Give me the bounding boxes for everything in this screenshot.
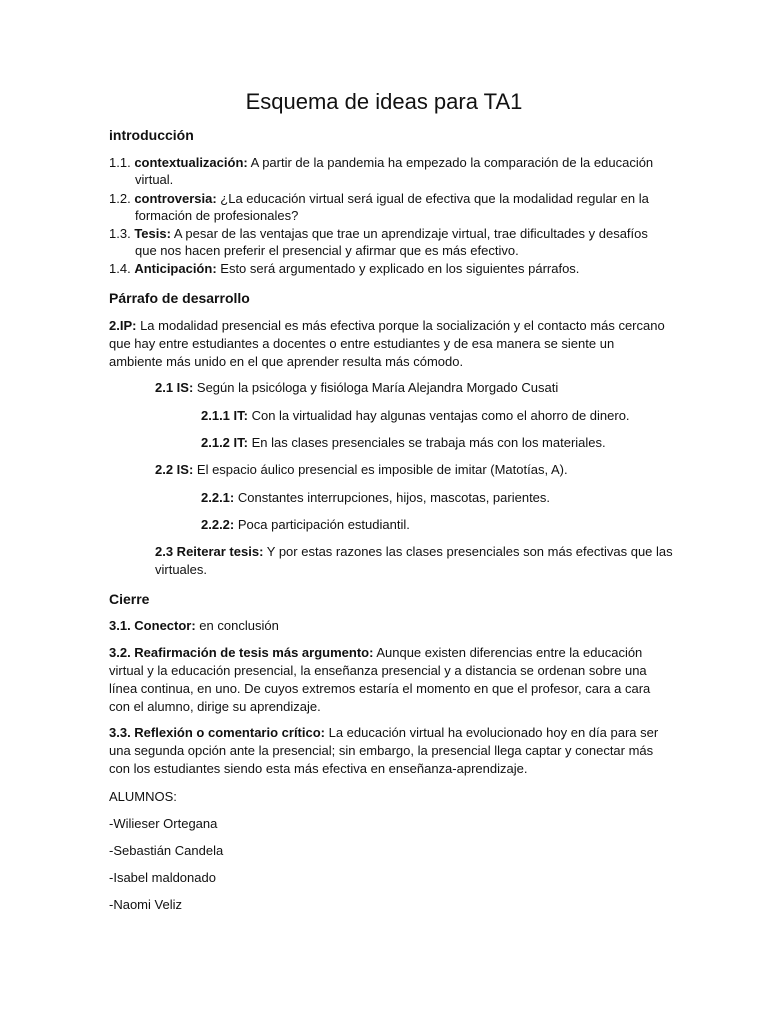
item-label: 2.1.1 IT: [201,408,248,423]
intro-item-1-cont: virtual. [135,172,174,187]
item-text: La educación virtual ha evolucionado hoy en día para ser [325,725,659,740]
main-idea-label: 2.IP: [109,318,137,333]
item-label: 2.2.1: [201,490,235,505]
main-idea-text: La modalidad presencial es más efectiva porque la socialización y el contacto más cercano [136,318,665,333]
student-name: -Isabel maldonado [109,870,216,885]
closing-heading: Cierre [109,591,150,607]
item-text: ¿La educación virtual será igual de efectiva que la modalidad regular en la [216,191,649,206]
item-label: controversia: [134,191,217,206]
item-label: 3.2. Reafirmación de tesis más argumento: [109,645,374,660]
student-name: -Naomi Veliz [109,897,182,912]
reiterate-thesis-cont: virtuales. [155,562,208,577]
item-text: En las clases presenciales se trabaja más con los materiales. [247,435,606,450]
closing-3-2-line-3: línea continua, en uno. De cuyos extremos estaría el momento en que el profesor, cara a cara [109,681,651,696]
main-idea-line-2: que hay entre estudiantes a docentes o entre estudiantes y de esa manera se siente un [109,336,615,351]
item-number: 1.3. [109,226,131,241]
closing-3-2-line-1 [109,644,642,662]
item-label: 2.2.2: [201,517,235,532]
intro-item-1 [109,154,653,172]
intro-item-4 [109,260,579,278]
reiterate-thesis [155,543,673,561]
secondary-idea-2-2 [155,461,568,479]
item-text: Aunque existen diferencias entre la educación [373,645,643,660]
intro-item-2 [109,190,649,208]
closing-3-3-line-3: con los estudiantes siendo esta más efectiva en enseñanza-aprendizaje. [109,761,528,776]
item-label: Tesis: [134,226,171,241]
intro-heading: introducción [109,127,194,143]
item-number: 1.1. [109,155,131,170]
item-text: Constantes interrupciones, hijos, mascotas, parientes. [234,490,551,505]
point-2-2-2 [201,516,410,534]
secondary-idea-2-1 [155,379,558,397]
item-label: 3.1. Conector: [109,618,196,633]
item-text: A pesar de las ventajas que trae un aprendizaje virtual, trae dificultades y desafíos [170,226,648,241]
item-text: Esto será argumentado y explicado en los siguientes párrafos. [216,261,580,276]
closing-3-3-line-2: una segunda opción ante la presencial; sin embargo, la presencial llega captar y conectar más [109,743,654,758]
item-label: Anticipación: [134,261,217,276]
item-label: 2.3 Reiterar tesis: [155,544,264,559]
item-label: 2.1 IS: [155,380,194,395]
tertiary-idea-2-1-2 [201,434,606,452]
main-idea-line-1 [109,317,665,335]
main-idea-line-3: ambiente más unido en el que aprender resulta más cómodo. [109,354,464,369]
item-number: 1.2. [109,191,131,206]
item-text: Con la virtualidad hay algunas ventajas como el ahorro de dinero. [247,408,630,423]
item-text: en conclusión [195,618,279,633]
item-text: A partir de la pandemia ha empezado la comparación de la educación [247,155,654,170]
document-title: Esquema de ideas para TA1 [245,89,523,114]
closing-3-2-line-4: con el alumno, dirige su aprendizaje. [109,699,321,714]
student-name: -Sebastián Candela [109,843,224,858]
item-number: 1.4. [109,261,131,276]
item-text: El espacio áulico presencial es imposible de imitar (Matotías, A). [193,462,568,477]
intro-item-3-cont: que nos hacen preferir el presencial y afirmar que es más efectivo. [135,243,519,258]
closing-3-3-line-1 [109,724,658,742]
intro-item-2-cont: formación de profesionales? [135,208,299,223]
closing-3-1 [109,617,279,635]
student-name: -Wilieser Ortegana [109,816,218,831]
item-text: Poca participación estudiantil. [234,517,410,532]
intro-item-3 [109,225,648,243]
point-2-2-1 [201,489,550,507]
development-heading: Párrafo de desarrollo [109,290,250,306]
students-heading: ALUMNOS: [109,789,177,804]
item-label: 2.2 IS: [155,462,194,477]
tertiary-idea-2-1-1 [201,407,630,425]
item-text: Según la psicóloga y fisióloga María Alejandra Morgado Cusati [193,380,559,395]
item-label: 3.3. Reflexión o comentario crítico: [109,725,325,740]
item-text: Y por estas razones las clases presenciales son más efectivas que las [263,544,673,559]
closing-3-2-line-2: virtual y la educación presencial, la enseñanza presencial y a distancia se ordenan sobre una [109,663,647,678]
item-label: 2.1.2 IT: [201,435,248,450]
item-label: contextualización: [134,155,248,170]
